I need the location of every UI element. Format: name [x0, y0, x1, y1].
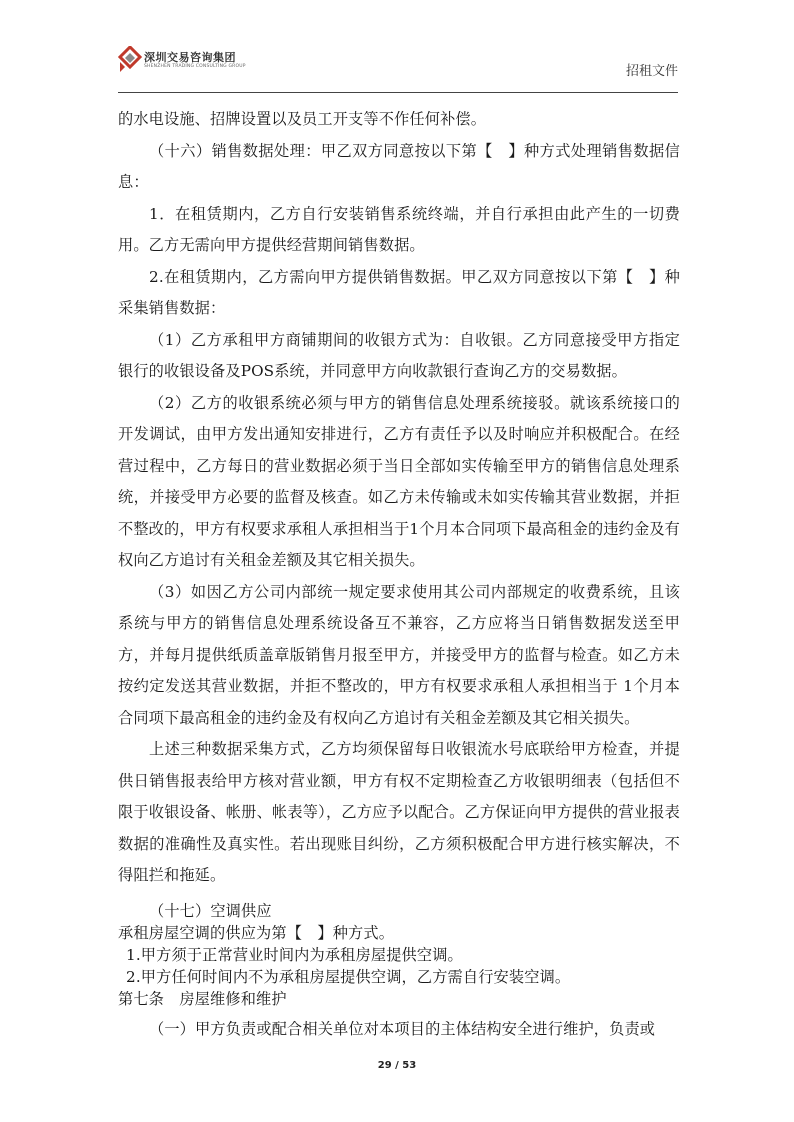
list-item: 1.甲方须于正常营业时间内为承租房屋提供空调。 — [126, 945, 463, 964]
list-item: 2.甲方任何时间内不为承租房屋提供空调，乙方需自行安装空调。 — [126, 967, 571, 986]
article-heading: 第七条 房屋维修和维护 — [118, 989, 287, 1008]
page-number: 29 / 53 — [377, 1060, 417, 1071]
company-logo — [118, 46, 248, 76]
document-body — [118, 104, 680, 1045]
paragraph: 1．在租赁期内，乙方自行安装销售系统终端，并自行承担由此产生的一切费用。乙方无需向甲方提供经营期间销售数据。 — [118, 204, 680, 254]
logo-english-name: SHENZHEN TRADING CONSULTING GROUP — [144, 64, 246, 69]
section-heading: （十七）空调供应 — [149, 901, 272, 920]
logo-chinese-name: 深圳交易咨询集团 — [144, 51, 236, 64]
paragraph: 的水电设施、招牌设置以及员工开支等不作任何补偿。 — [118, 110, 487, 128]
paragraph: （1）乙方承租甲方商铺期间的收银方式为：自收银。乙方同意接受甲方指定银行的收银设备及POS系统，并同意甲方向收款银行查询乙方的交易数据。 — [118, 330, 680, 380]
paragraph: （一）甲方负责或配合相关单位对本项目的主体结构安全进行维护，负责或 — [149, 1019, 656, 1038]
page-header — [118, 40, 678, 92]
paragraph: （2）乙方的收银系统必须与甲方的销售信息处理系统接驳。就该系统接口的开发调试，由甲方发出通知安排进行，乙方有责任予以及时响应并积极配合。在经营过程中，乙方每日的营业数据必须于当日全部如实传输至甲方的销售信息处理系统，并接受甲方必要的监督及核查。如乙方未传输或未如实传输其营业数据，并拒不整改的，甲方有权要求承租人承担相当于1个月本合同项下最高租金的违约金及有权向乙方追讨有关租金差额及其它相关损失。 — [118, 393, 680, 569]
document-type-label: 招租文件 — [625, 64, 678, 79]
logo-mark-icon — [118, 46, 142, 72]
paragraph: 上述三种数据采集方式，乙方均须保留每日收银流水号底联给甲方检查，并提供日销售报表给甲方核对营业额，甲方有权不定期检查乙方收银明细表（包括但不限于收银设备、帐册、帐表等），乙方应予以配合。乙方保证向甲方提供的营业报表数据的准确性及真实性。若出现账目纠纷，乙方须积极配合甲方进行核实解决，不得阻拦和拖延。 — [118, 740, 680, 884]
header-divider — [118, 92, 678, 93]
paragraph: 2.在租赁期内，乙方需向甲方提供销售数据。甲乙双方同意按以下第【 】种采集销售数据： — [118, 267, 680, 317]
paragraph: 承租房屋空调的供应为第【 】种方式。 — [118, 923, 395, 942]
paragraph: （十六）销售数据处理：甲乙双方同意按以下第【 】种方式处理销售数据信息： — [118, 141, 680, 191]
paragraph: （3）如因乙方公司内部统一规定要求使用其公司内部规定的收费系统，且该系统与甲方的销售信息处理系统设备互不兼容，乙方应将当日销售数据发送至甲方，并每月提供纸质盖章版销售月报至甲方，并接受甲方的监督与检查。如乙方未按约定发送其营业数据，并拒不整改的，甲方有权要求承租人承担相当于 1个月本合同项下最高租金的违约金及有权向乙方追讨有关租金差额及其它相关损失。 — [118, 582, 680, 727]
